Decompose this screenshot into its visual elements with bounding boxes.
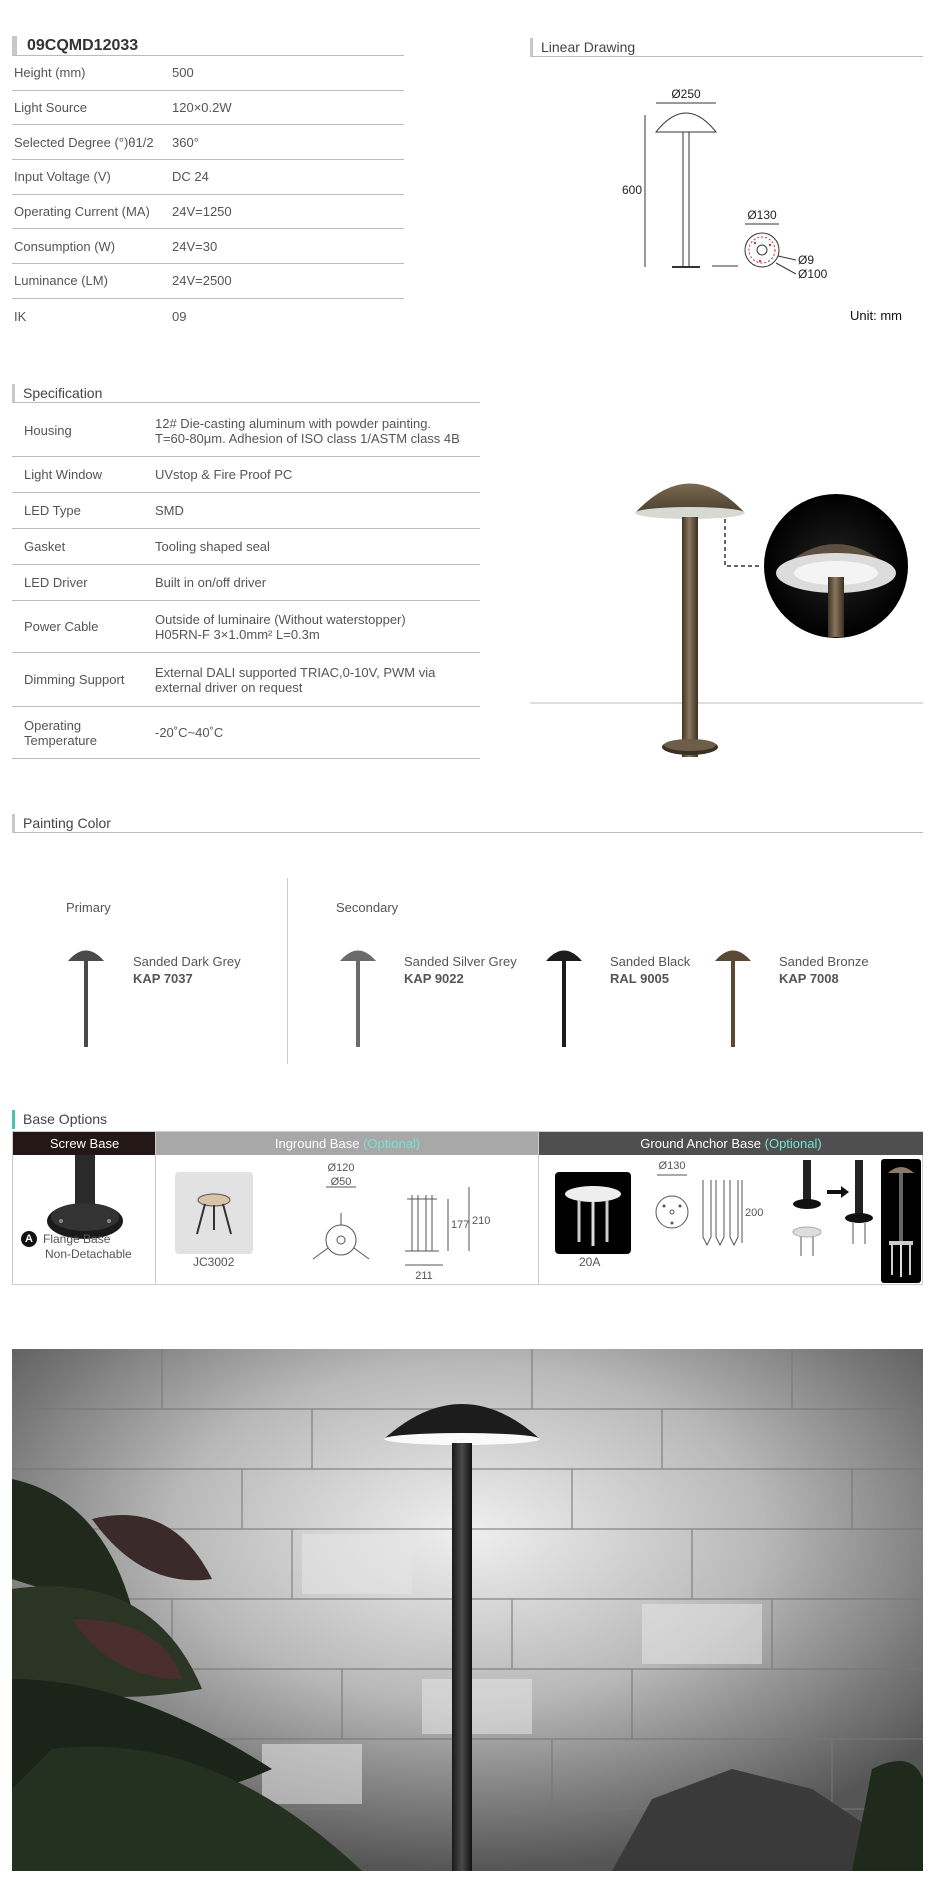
parameter-value: 24V=2500 — [172, 273, 232, 289]
svg-text:Ø50: Ø50 — [330, 1176, 352, 1188]
parameter-table — [12, 56, 404, 334]
spec-row — [12, 707, 480, 759]
swatch-silver-grey-label: Sanded Silver Grey KAP 9022 — [404, 954, 517, 986]
ambient-photo — [12, 1349, 923, 1871]
spec-key: Dimming Support — [24, 672, 125, 687]
svg-text:Ø120: Ø120 — [327, 1162, 355, 1174]
svg-text:177: 177 — [451, 1219, 470, 1231]
arrow-right-icon — [827, 1186, 849, 1198]
base-options-panel — [12, 1131, 923, 1285]
spec-row — [12, 529, 480, 565]
parameter-key: Input Voltage (V) — [14, 169, 111, 185]
parameter-value: 500 — [172, 65, 194, 81]
spec-value: Built in on/off driver — [155, 575, 267, 590]
parameter-key: Selected Degree (°)θ1/2 — [14, 134, 154, 150]
linear-drawing — [600, 80, 830, 290]
dim-base-label: Ø130 — [747, 208, 777, 222]
spec-value: External DALI supported TRIAC,0-10V, PWM via external driver on request — [155, 664, 436, 695]
spec-row — [12, 405, 480, 457]
spec-key: Gasket — [24, 539, 66, 554]
inground-drawing — [293, 1155, 513, 1281]
parameter-key: Light Source — [14, 100, 87, 116]
inground-base-header: Inground Base (Optional) — [156, 1132, 539, 1155]
anchor-20a-label: 20A — [579, 1255, 601, 1269]
swatch-black — [544, 946, 584, 1048]
spec-row — [12, 653, 480, 707]
parameter-value: 09 — [172, 308, 187, 324]
spec-value: 12# Die-casting aluminum with powder painting. T=60-80μm. Adhesion of ISO class 1/ASTM class 4B — [155, 415, 460, 446]
spec-key: Operating Temperature — [24, 717, 97, 748]
jc3002-label: JC3002 — [193, 1255, 235, 1269]
parameter-key: IK — [14, 308, 27, 324]
specification-table — [12, 405, 480, 759]
parameter-key: Luminance (LM) — [14, 273, 108, 289]
swatch-primary — [66, 946, 106, 1048]
painting-color-title: Painting Color — [12, 814, 923, 833]
specification-title: Specification — [12, 384, 480, 403]
spec-value: Outside of luminaire (Without waterstopper) H05RN-F 3×1.0mm² L=0.3m — [155, 611, 406, 642]
spec-value: -20˚C~40˚C — [155, 725, 224, 740]
secondary-label: Secondary — [336, 900, 399, 915]
spec-row — [12, 601, 480, 653]
flange-marker: A — [21, 1231, 37, 1247]
spec-row — [12, 565, 480, 601]
spec-key: LED Type — [24, 503, 81, 518]
flange-base-desc: Flange Base Non-Detachable — [43, 1232, 132, 1261]
spec-key: Housing — [24, 423, 72, 438]
swatch-silver-grey — [338, 946, 378, 1048]
swatch-primary-label: Sanded Dark Grey KAP 7037 — [133, 954, 241, 986]
spec-key: LED Driver — [24, 575, 88, 590]
ground-anchor-base-header: Ground Anchor Base (Optional) — [539, 1132, 923, 1155]
parameter-row — [12, 125, 404, 160]
svg-text:211: 211 — [415, 1270, 433, 1281]
spec-row — [12, 457, 480, 493]
parameter-row — [12, 160, 404, 195]
dim-hole-label: Ø9 — [798, 253, 815, 267]
product-render — [530, 465, 923, 765]
parameter-value: DC 24 — [172, 169, 209, 185]
unit-label: Unit: mm — [850, 308, 902, 323]
parameter-row — [12, 195, 404, 230]
dome-outline — [656, 113, 716, 132]
swatch-black-label: Sanded Black RAL 9005 — [610, 954, 691, 986]
spec-key: Power Cable — [24, 619, 99, 634]
base-plate-view — [745, 233, 779, 267]
spec-value: Tooling shaped seal — [155, 539, 270, 554]
parameter-row — [12, 91, 404, 126]
svg-text:Ø130: Ø130 — [658, 1160, 686, 1172]
spec-value: SMD — [155, 503, 184, 518]
anchor-install-steps — [791, 1160, 881, 1260]
svg-text:210: 210 — [472, 1215, 491, 1227]
anchor-installed-image — [881, 1159, 921, 1283]
swatch-bronze-label: Sanded Bronze KAP 7008 — [779, 954, 869, 986]
spec-value: UVstop & Fire Proof PC — [155, 467, 293, 482]
anchor-drawing — [645, 1155, 785, 1255]
screw-base-header: Screw Base — [13, 1132, 156, 1155]
spec-key: Light Window — [24, 467, 103, 482]
product-code: 09CQMD12033 — [12, 36, 404, 56]
anchor-20a-image — [555, 1172, 631, 1254]
parameter-row — [12, 56, 404, 91]
dim-top-label: Ø250 — [671, 87, 701, 101]
parameter-row — [12, 299, 404, 334]
parameter-value: 360° — [172, 134, 199, 150]
color-divider — [287, 878, 288, 1064]
parameter-row — [12, 264, 404, 299]
parameter-value: 24V=30 — [172, 238, 218, 254]
dim-height-label: 600 — [622, 183, 643, 197]
dim-pcd-label: Ø100 — [798, 267, 828, 281]
parameter-value: 120×0.2W — [172, 100, 232, 116]
parameter-value: 24V=1250 — [172, 204, 232, 220]
parameter-key: Height (mm) — [14, 65, 86, 81]
parameter-key: Operating Current (MA) — [14, 204, 150, 220]
swatch-bronze — [713, 946, 753, 1048]
primary-label: Primary — [66, 900, 111, 915]
parameter-row — [12, 229, 404, 264]
jc3002-image — [175, 1172, 253, 1254]
linear-drawing-title: Linear Drawing — [530, 38, 923, 57]
spec-row — [12, 493, 480, 529]
parameter-key: Consumption (W) — [14, 238, 116, 254]
svg-text:200: 200 — [745, 1207, 764, 1219]
base-options-title: Base Options — [12, 1110, 923, 1129]
